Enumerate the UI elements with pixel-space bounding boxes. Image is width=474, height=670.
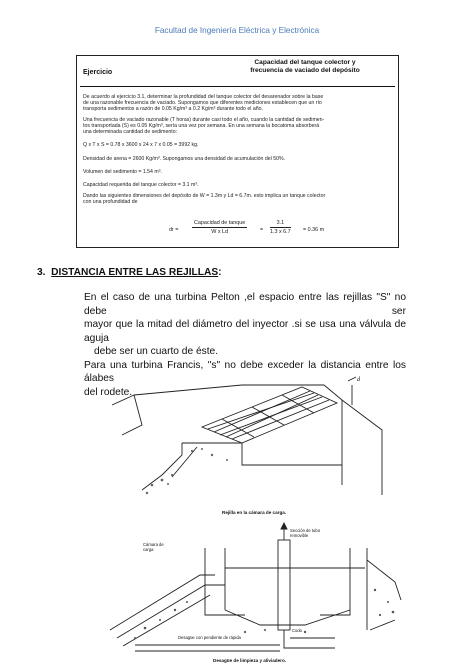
spillway-figure xyxy=(105,520,405,658)
exercise-box xyxy=(76,55,399,248)
formula-fraction-2 xyxy=(270,220,291,235)
section-number: 3. xyxy=(37,267,46,278)
paragraph-line: mayor que la mitad del diámetro del inyector .si se usa una válvula de aguja xyxy=(84,319,406,344)
exercise-line: con una profundidad de xyxy=(83,199,138,205)
figure2-label-codo: Codo xyxy=(292,628,303,633)
section-colon: : xyxy=(218,267,222,278)
figure2-caption: Desagüe de limpieza y aliviadero. xyxy=(213,658,287,663)
figure2-label-desague: Desagüe con pendiente de rápida xyxy=(178,635,241,640)
exercise-divider xyxy=(80,86,395,87)
figure1-caption: Rejilla en la cámara de carga. xyxy=(222,510,287,515)
figure2-label-camara: Cámara de carga xyxy=(143,542,164,552)
formula-equals: = xyxy=(260,227,264,233)
exercise-title xyxy=(220,59,390,75)
exercise-line: De acuerdo al ejercicio 3.1, determinar la profundidad del tanque colector del desarenador sobre la base xyxy=(83,94,324,100)
paragraph-line: Para una turbina Francis, "s" no debe exceder la distancia entre los álabes xyxy=(84,359,406,384)
exercise-line: Dando las siguientes dimensiones del depósito de W = 1.3m y Ld = 6.7m. esto implica un tanque colector xyxy=(83,193,326,199)
exercise-line: transporta sedimentos a razón de 0.05 Kg/m³ a 0.2 Kg/m³ durante todo el año. xyxy=(83,106,263,112)
exercise-line: Una frecuencia de vaciado razonable (T horas) durante casi todo el año, cuando la cantidad de sedimen- xyxy=(83,117,325,123)
formula-lhs: dr = xyxy=(169,227,179,233)
formula-numerator-1: Capacidad de tanque xyxy=(194,220,246,226)
exercise-header xyxy=(77,56,398,88)
formula-numerator-2: 3.1 xyxy=(270,220,291,228)
figure1-d-label: d xyxy=(357,377,360,383)
exercise-line: Capacidad requerida del tanque colector = 3.1 m³. xyxy=(83,182,199,188)
trash-rack-figure xyxy=(102,365,397,505)
exercise-line: Volumen del sedimento = 1.54 m³. xyxy=(83,169,162,175)
exercise-line: Densidad de arena = 2600 Kg/m³. Supongamos una densidad de acumulación del 50%. xyxy=(83,156,286,162)
section-heading xyxy=(37,267,222,278)
exercise-title-line2: frecuencia de vaciado del depósito xyxy=(250,67,360,74)
formula-denominator-2: 1.3 x 6.7 xyxy=(270,229,291,235)
exercise-label: Ejercicio xyxy=(83,69,113,76)
paragraph-line: En el caso de una turbina Pelton ,el espacio entre las rejillas "S" no debe ser xyxy=(84,292,406,317)
exercise-title-line1: Capacidad del tanque colector y xyxy=(254,59,356,66)
paragraph-line: debe ser un cuarto de éste. xyxy=(94,346,219,357)
formula-fraction-1 xyxy=(192,220,247,235)
exercise-line: de una razonable frecuencia de vaciado. Supongamos que diferentes mediciones establecen que un río xyxy=(83,100,322,106)
exercise-line: Q x T x S = 0.78 x 3600 x 24 x 7 x 0.05 = 3992 kg. xyxy=(83,142,199,148)
page-header: Facultad de Ingeniería Eléctrica y Electrónica xyxy=(154,26,320,35)
exercise-line: una determinada cantidad de sedimento: xyxy=(83,129,178,135)
section-title: DISTANCIA ENTRE LAS REJILLAS xyxy=(51,267,219,278)
formula-denominator-1: W x Ld xyxy=(211,229,229,235)
figure2-label-seccion: Sección de tubo removible xyxy=(290,528,321,538)
paragraph-line: del rodete. xyxy=(84,386,133,398)
formula-result: = 0.36 m xyxy=(303,227,325,233)
exercise-line: tos transportada (S) es 0.05 Kg/m³, sería una vez por semana. En una semana la bocatoma absorberá xyxy=(83,123,320,129)
